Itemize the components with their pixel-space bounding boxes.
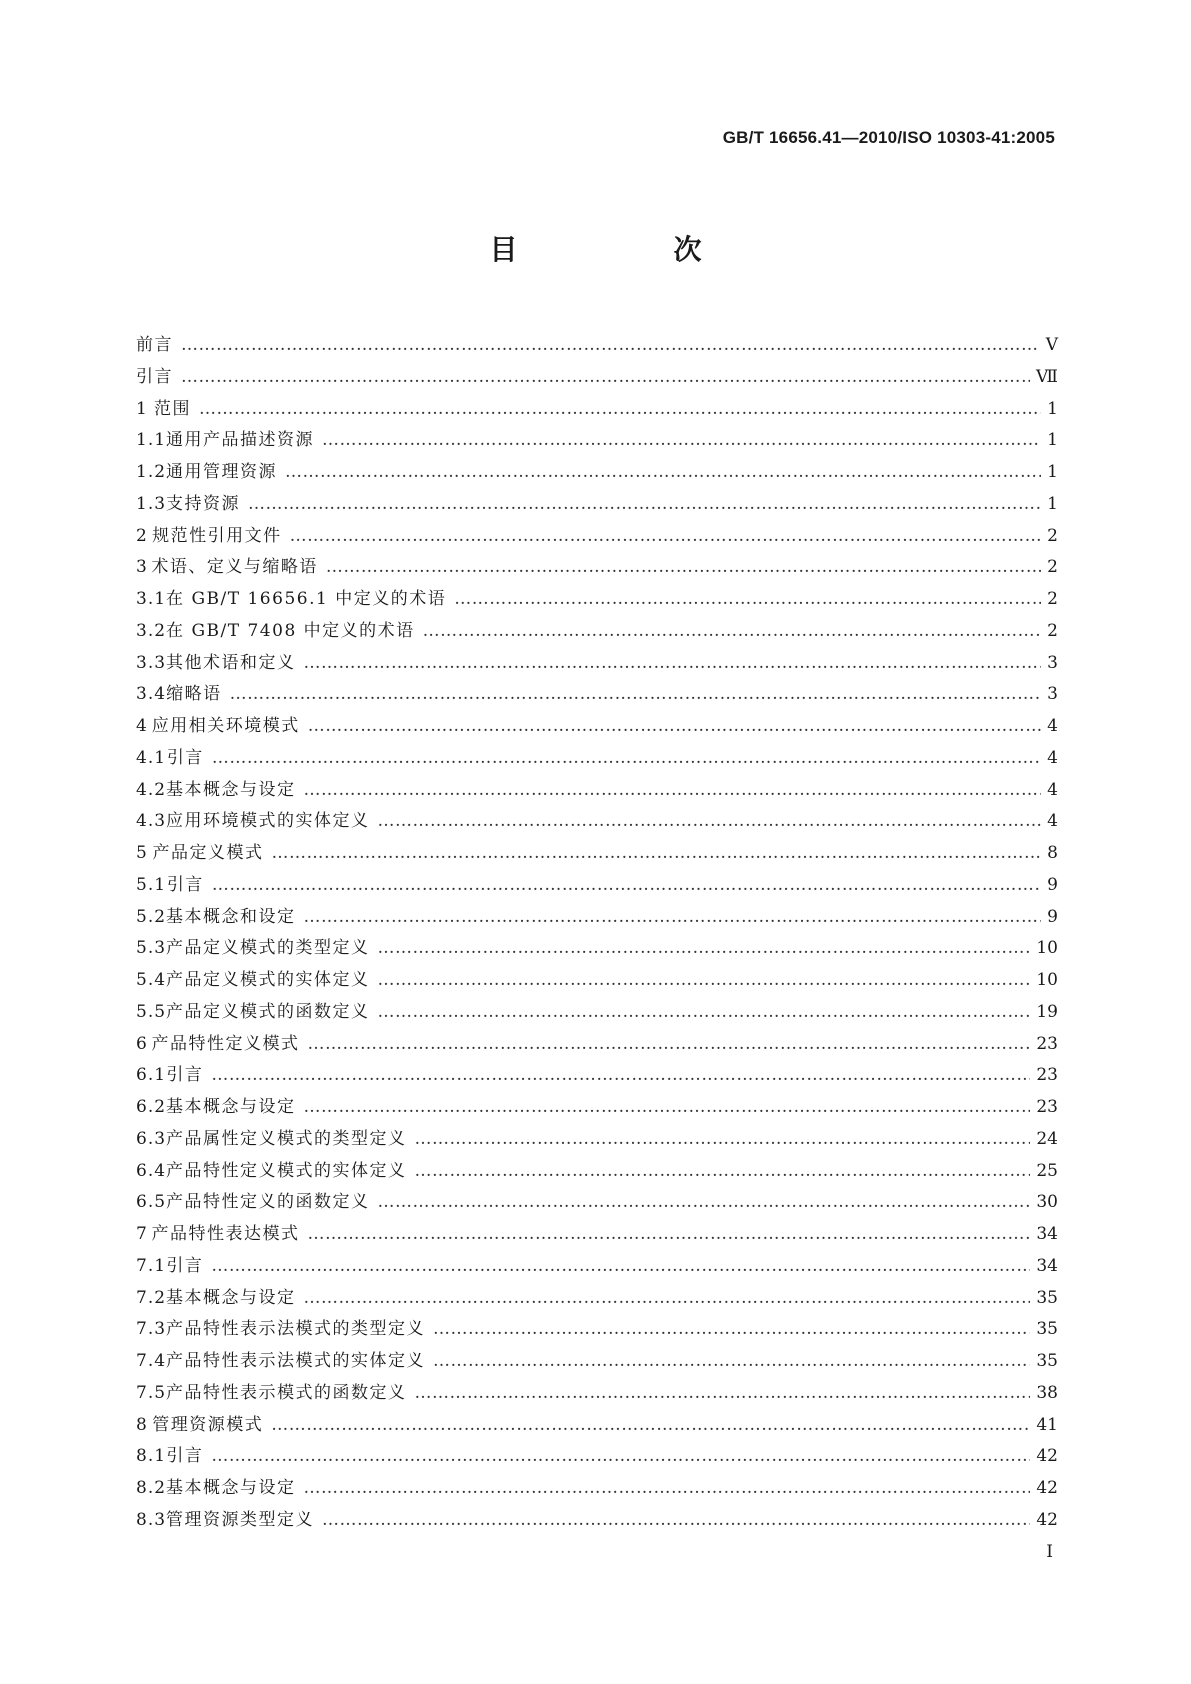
toc-entry[interactable] [136,1441,1058,1473]
toc-entry-label: 基本概念与设定 [166,1287,296,1308]
toc-entry-page: 2 [1047,557,1058,578]
toc-entry[interactable] [136,838,1058,870]
toc-entry-label: 产品定义模式的函数定义 [166,1001,370,1022]
toc-entry-label: 基本概念和设定 [166,906,296,927]
toc-entry-page: 4 [1047,811,1058,832]
toc-entry-number: 3.2 [136,620,167,641]
toc-leader-dots [181,330,1040,362]
toc-entry[interactable] [136,1187,1058,1219]
toc-entry[interactable] [136,394,1058,426]
toc-leader-dots [211,1441,1030,1473]
toc-entry-number: 8.1 [136,1446,167,1467]
toc-entry-label: 基本概念与设定 [166,1097,296,1117]
toc-entry-label: 其他术语和定义 [166,652,296,673]
toc-entry-label: 在 GB/T 16656.1 中定义的术语 [166,589,447,609]
toc-leader-dots [415,1156,1031,1188]
toc-entry-page: 10 [1036,970,1058,990]
toc-entry[interactable] [136,648,1058,680]
toc-leader-dots [415,1124,1031,1156]
toc-entry[interactable] [136,1473,1058,1505]
toc-entry-number: 1.2 [136,462,167,482]
toc-entry-page: 25 [1036,1160,1058,1181]
toc-entry-label: 产品定义模式的类型定义 [166,938,370,959]
toc-entry[interactable] [136,1029,1058,1061]
toc-entry[interactable] [136,1251,1058,1283]
toc-entry-page: 1 [1047,493,1058,514]
toc-leader-dots [290,521,1042,553]
toc-entry-page: 4 [1047,716,1058,736]
toc-entry-label: 产品特性表示模式的函数定义 [166,1382,407,1403]
toc-leader-dots [326,552,1041,584]
toc-entry-label: 产品特性定义模式 [151,1033,300,1054]
toc-entry-number: 7.3 [136,1319,167,1340]
toc-leader-dots [378,806,1042,838]
toc-entry-number: 5.3 [136,938,167,959]
toc-entry-page: Ⅴ [1045,335,1058,355]
toc-entry[interactable] [136,616,1058,648]
toc-leader-dots [307,1219,1030,1251]
toc-entry-page: 42 [1036,1509,1058,1530]
toc-entry-page: 23 [1036,1033,1058,1054]
page-title: 目 次 [489,233,766,266]
toc-entry-label: 支持资源 [166,493,241,514]
toc-entry-page: 35 [1036,1351,1058,1371]
toc-entry-page: 1 [1047,462,1058,482]
toc-entry-label: 产品定义模式 [152,843,264,863]
toc-entry-page: 41 [1036,1414,1058,1435]
toc-entry[interactable] [136,1410,1058,1442]
toc-entry-number: 5.1 [136,874,167,895]
toc-entry[interactable] [136,870,1058,902]
toc-leader-dots [415,1378,1031,1410]
toc-entry[interactable] [136,1156,1058,1188]
toc-entry-number: 4.3 [136,811,167,832]
toc-entry-number: 7.5 [136,1382,167,1403]
toc-entry[interactable] [136,1314,1058,1346]
toc-entry[interactable] [136,743,1058,775]
toc-entry-page: 42 [1036,1478,1058,1498]
toc-entry-label: 产品特性定义模式的实体定义 [166,1160,407,1181]
toc-entry-page: 38 [1036,1382,1058,1403]
toc-entry[interactable] [136,1283,1058,1315]
toc-entry-label: 管理资源模式 [152,1414,264,1435]
toc-leader-dots [423,616,1042,648]
toc-entry-page: 4 [1047,779,1058,800]
toc-entry-label: 引言 [166,1446,204,1467]
toc-entry-label: 产品特性表示法模式的实体定义 [166,1351,426,1371]
toc-entry-label: 产品特性定义的函数定义 [166,1192,370,1213]
toc-entry-page: 2 [1047,620,1058,641]
toc-entry-number: 6 [136,1033,148,1054]
toc-entry[interactable] [136,679,1058,711]
toc-entry-page: 23 [1036,1097,1058,1117]
toc-entry[interactable] [136,425,1058,457]
toc-entry-label: 应用相关环境模式 [151,716,300,736]
toc-entry-label: 引言 [166,874,204,895]
toc-leader-dots [433,1314,1030,1346]
toc-entry-page: 19 [1036,1001,1058,1022]
toc-entry-label: 产品特性表示法模式的类型定义 [166,1319,426,1340]
toc-entry[interactable] [136,489,1058,521]
toc-leader-dots [378,997,1031,1029]
toc-entry[interactable] [136,457,1058,489]
toc-entry[interactable] [136,1092,1058,1124]
toc-leader-dots [307,1029,1030,1061]
toc-entry-label: 管理资源类型定义 [166,1509,315,1530]
toc-entry-number: 1 [136,398,148,419]
toc-entry-label: 范围 [154,398,192,419]
toc-entry-number: 5.2 [136,906,167,927]
toc-entry-page: 34 [1036,1224,1058,1244]
toc-entry[interactable] [136,806,1058,838]
toc-entry-page: 3 [1047,684,1058,705]
toc-leader-dots [271,1410,1030,1442]
toc-entry-page: 1 [1047,398,1058,419]
toc-entry-number: 3.3 [136,652,167,673]
toc-entry-page: 34 [1036,1255,1058,1276]
toc-entry-page: 35 [1036,1319,1058,1340]
toc-leader-dots [181,362,1030,394]
toc-leader-dots [211,1060,1030,1092]
toc-entry-number: 6.4 [136,1160,167,1181]
toc-entry-label: 产品定义模式的实体定义 [166,970,370,990]
toc-entry-label: 引言 [166,1255,204,1276]
toc-entry[interactable] [136,1060,1058,1092]
toc-entry-label: 产品特性表达模式 [151,1224,300,1244]
toc-leader-dots [304,648,1042,680]
toc-leader-dots [304,1283,1031,1315]
toc-leader-dots [304,1092,1031,1124]
toc-entry-page: Ⅶ [1036,366,1058,387]
toc-leader-dots [378,965,1031,997]
toc-entry[interactable] [136,1219,1058,1251]
toc-entry-page: 1 [1047,430,1058,451]
toc-entry[interactable] [136,1346,1058,1378]
toc-entry-number: 3 [136,557,148,578]
toc-entry[interactable] [136,775,1058,807]
table-of-contents [136,330,1058,1537]
toc-entry[interactable] [136,902,1058,934]
toc-entry-page: 3 [1047,652,1058,673]
toc-entry-number: 3.1 [136,589,167,609]
toc-leader-dots [212,870,1041,902]
toc-entry[interactable] [136,1124,1058,1156]
toc-entry-label: 前言 [136,335,173,355]
toc-entry-page: 30 [1036,1192,1058,1213]
toc-entry-number: 4 [136,716,148,736]
toc-entry-number: 5.5 [136,1001,167,1022]
toc-entry[interactable] [136,711,1058,743]
toc-leader-dots [433,1346,1030,1378]
toc-entry-page: 23 [1036,1065,1058,1086]
toc-entry-label: 在 GB/T 7408 中定义的术语 [166,620,415,641]
toc-leader-dots [308,711,1041,743]
toc-entry-label: 应用环境模式的实体定义 [166,811,370,832]
toc-leader-dots [378,1187,1031,1219]
toc-entry-label: 通用管理资源 [166,462,278,482]
toc-entry-number: 6.5 [136,1192,167,1213]
toc-entry-page: 24 [1036,1128,1058,1149]
toc-entry-label: 引言 [166,747,204,768]
toc-leader-dots [212,743,1041,775]
toc-entry-label: 产品属性定义模式的类型定义 [166,1128,407,1149]
toc-entry-page: 4 [1047,747,1058,768]
toc-entry-number: 4.1 [136,747,167,768]
toc-entry[interactable] [136,1505,1058,1537]
toc-entry[interactable] [136,997,1058,1029]
toc-entry-label: 基本概念与设定 [166,779,296,800]
toc-entry-number: 2 [136,525,148,546]
toc-entry-label: 引言 [136,366,173,387]
toc-entry-number: 8.3 [136,1509,167,1530]
toc-entry-number: 8 [136,1414,148,1435]
toc-entry-number: 4.2 [136,779,167,800]
toc-entry-label: 通用产品描述资源 [166,430,315,451]
toc-leader-dots [322,425,1041,457]
toc-entry-label: 术语、定义与缩略语 [151,557,318,578]
toc-entry[interactable] [136,1378,1058,1410]
toc-entry-number: 1.3 [136,493,167,514]
toc-entry-page: 2 [1047,525,1058,546]
toc-entry-number: 3.4 [136,684,167,705]
page-number: I [1046,1542,1053,1562]
toc-leader-dots [322,1505,1030,1537]
toc-entry-number: 7 [136,1224,148,1244]
toc-leader-dots [199,394,1041,426]
toc-entry-page: 9 [1047,906,1058,927]
toc-leader-dots [230,679,1042,711]
toc-entry-number: 5 [136,843,148,863]
toc-leader-dots [304,1473,1031,1505]
toc-entry[interactable] [136,330,1058,362]
toc-entry-page: 42 [1036,1446,1058,1467]
toc-entry-number: 5.4 [136,970,167,990]
toc-entry-page: 10 [1036,938,1058,959]
toc-entry[interactable] [136,362,1058,394]
toc-entry-number: 7.4 [136,1351,167,1371]
toc-entry[interactable] [136,552,1058,584]
toc-entry-number: 7.2 [136,1287,167,1308]
toc-entry-page: 2 [1047,589,1058,609]
toc-entry-page: 9 [1047,874,1058,895]
toc-entry[interactable] [136,965,1058,997]
toc-entry-label: 规范性引用文件 [152,525,282,546]
toc-entry-label: 缩略语 [166,684,222,705]
toc-entry-number: 6.3 [136,1128,167,1149]
toc-entry-page: 8 [1047,843,1058,863]
toc-entry-label: 引言 [166,1065,204,1086]
standard-code-header: GB/T 16656.41—2010/ISO 10303-41:2005 [722,128,1055,147]
toc-leader-dots [454,584,1041,616]
toc-entry[interactable] [136,521,1058,553]
toc-entry-label: 基本概念与设定 [166,1478,296,1498]
toc-leader-dots [211,1251,1030,1283]
toc-entry-number: 1.1 [136,430,167,451]
toc-leader-dots [285,457,1041,489]
toc-entry-number: 8.2 [136,1478,167,1498]
toc-leader-dots [304,902,1042,934]
toc-leader-dots [248,489,1041,521]
toc-entry-page: 35 [1036,1287,1058,1308]
toc-entry-number: 6.2 [136,1097,167,1117]
toc-entry[interactable] [136,933,1058,965]
toc-entry-number: 6.1 [136,1065,167,1086]
toc-entry[interactable] [136,584,1058,616]
toc-leader-dots [304,775,1042,807]
toc-leader-dots [378,933,1031,965]
toc-entry-number: 7.1 [136,1255,167,1276]
toc-leader-dots [272,838,1042,870]
